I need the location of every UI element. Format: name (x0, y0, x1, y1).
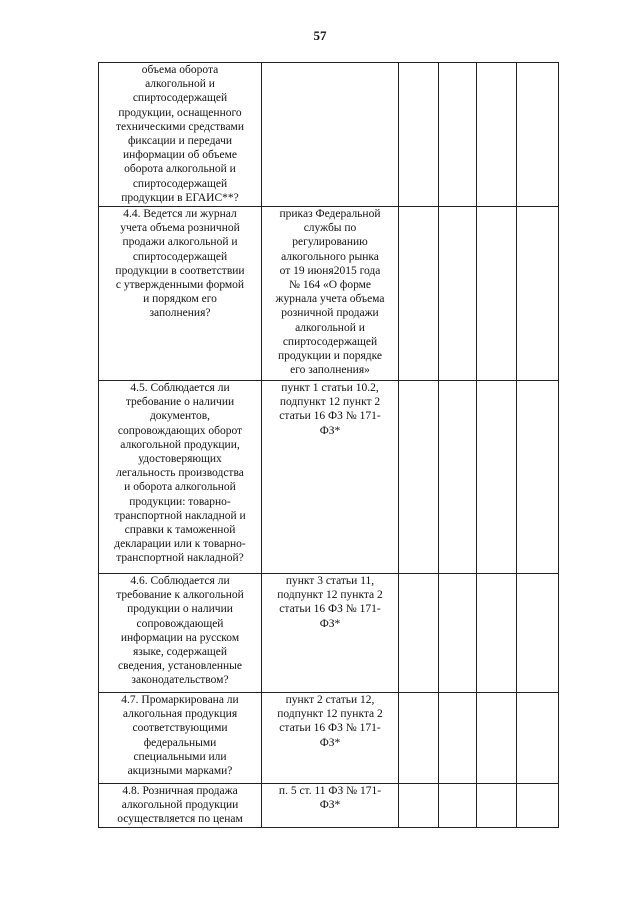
legal-basis-cell (262, 63, 399, 207)
question-line: документов, (149, 410, 211, 423)
basis-line: подпункт 12 пункта 2 (277, 708, 383, 721)
basis-line: от 19 июня2015 года (279, 264, 381, 277)
answer-cell-no[interactable] (439, 381, 477, 574)
basis-line: спиртосодержащей (282, 335, 378, 348)
question-line: сопровождающих оборот (117, 424, 243, 437)
question-line: сведения, установленные (117, 660, 242, 673)
answer-cell-notes[interactable] (517, 784, 559, 828)
question-line: алкогольной и (145, 78, 215, 91)
basis-line: статьи 16 ФЗ № 171- (279, 410, 381, 423)
question-line: и порядком его (143, 293, 217, 306)
answer-cell-not-applicable[interactable] (477, 784, 517, 828)
answer-cell-notes[interactable] (517, 381, 559, 574)
question-cell (99, 784, 262, 828)
question-line: продажи алкогольной и (122, 236, 238, 249)
basis-line: № 164 «О форме (288, 279, 372, 292)
answer-cell-notes[interactable] (517, 207, 559, 381)
question-line: сопровождающей (136, 617, 224, 630)
basis-line: продукции и порядке (277, 350, 383, 363)
answer-cell-no[interactable] (439, 207, 477, 381)
question-line: требование о наличии (125, 396, 235, 409)
question-line: и оборота алкогольной (124, 481, 236, 494)
question-line: федеральными (143, 736, 217, 749)
question-line: продукции о наличии (127, 603, 233, 616)
basis-line: статьи 16 ФЗ № 171- (279, 603, 381, 616)
answer-cell-yes[interactable] (399, 381, 439, 574)
legal-basis-cell (262, 381, 399, 574)
answer-cell-not-applicable[interactable] (477, 381, 517, 574)
basis-line: алкогольного рынка (281, 250, 379, 263)
question-line: 4.8. Розничная продажа (122, 785, 238, 797)
question-line: легальность производства (116, 467, 244, 480)
answer-cell-yes[interactable] (399, 574, 439, 693)
question-cell (99, 63, 262, 207)
question-line: продукции, оснащенного (118, 106, 242, 119)
question-line: алкогольной продукции, (120, 438, 240, 451)
basis-line: алкогольной и (295, 321, 365, 334)
question-line: с утвержденными формой (115, 279, 245, 292)
question-line: фиксации и передачи (127, 135, 233, 148)
question-line: справки к таможенной (124, 524, 236, 537)
question-line: спиртосодержащей (132, 92, 228, 105)
answer-cell-yes[interactable] (399, 693, 439, 784)
basis-line: п. 5 ст. 11 ФЗ № 171- (278, 785, 382, 797)
question-line: законодательством? (131, 674, 229, 687)
page-number: 57 (313, 28, 327, 43)
basis-line: пункт 1 статьи 10.2, (281, 382, 379, 394)
answer-cell-no[interactable] (439, 574, 477, 693)
question-line: удостоверяющих (138, 453, 222, 466)
basis-line: ФЗ* (319, 799, 341, 812)
answer-cell-not-applicable[interactable] (477, 693, 517, 784)
basis-line: ФЗ* (319, 736, 341, 749)
basis-line: журнала учета объема (275, 293, 385, 306)
basis-line: розничной продажи (281, 307, 379, 320)
basis-line: подпункт 12 пункта 2 (277, 589, 383, 602)
basis-line: подпункт 12 пункт 2 (279, 396, 381, 409)
question-line: специальными или (133, 750, 227, 763)
question-line: 4.7. Промаркирована ли (121, 694, 239, 706)
answer-cell-not-applicable[interactable] (477, 574, 517, 693)
question-line: 4.6. Соблюдается ли (130, 575, 230, 587)
question-line: 4.5. Соблюдается ли (130, 382, 230, 394)
question-line: спиртосодержащей (132, 177, 228, 190)
legal-basis-cell (262, 574, 399, 693)
answer-cell-yes[interactable] (399, 63, 439, 207)
basis-line: пункт 2 статьи 12, (285, 694, 375, 706)
table-row (99, 207, 559, 381)
legal-basis-cell (262, 784, 399, 828)
question-line: алкогольная продукция (122, 708, 238, 721)
question-line: техническими средствами (116, 120, 244, 133)
question-line: декларации или к товарно- (114, 538, 246, 551)
question-line: оборота алкогольной и (124, 163, 236, 176)
table-row (99, 574, 559, 693)
answer-cell-no[interactable] (439, 63, 477, 207)
question-line: осуществляется по ценам (117, 813, 243, 826)
answer-cell-no[interactable] (439, 784, 477, 828)
basis-line: ФЗ* (319, 424, 341, 437)
question-cell (99, 693, 262, 784)
table-row (99, 381, 559, 574)
question-line: соответствующими (132, 722, 228, 735)
answer-cell-not-applicable[interactable] (477, 207, 517, 381)
answer-cell-notes[interactable] (517, 693, 559, 784)
question-line: транспортной накладной? (116, 552, 244, 565)
legal-basis-cell (262, 693, 399, 784)
checklist-table (98, 62, 559, 828)
question-line: языке, содержащей (132, 646, 228, 659)
answer-cell-no[interactable] (439, 693, 477, 784)
table-row (99, 63, 559, 207)
question-line: требование к алкогольной (116, 589, 244, 602)
basis-line: статьи 16 ФЗ № 171- (279, 722, 381, 735)
basis-line: приказ Федеральной (279, 208, 381, 220)
basis-line: пункт 3 статьи 11, (285, 575, 375, 587)
question-line: продукции: товарно- (129, 495, 231, 508)
question-line: 4.4. Ведется ли журнал (123, 208, 237, 220)
question-cell (99, 574, 262, 693)
question-line: заполнения? (149, 307, 211, 320)
table-row (99, 693, 559, 784)
legal-basis-cell (262, 207, 399, 381)
table-row (99, 784, 559, 828)
answer-cell-notes[interactable] (517, 63, 559, 207)
question-cell (99, 381, 262, 574)
answer-cell-not-applicable[interactable] (477, 63, 517, 207)
question-line: акцизными марками? (127, 765, 233, 778)
question-line: алкогольной продукции (121, 799, 239, 812)
question-line: объема оборота (141, 64, 219, 76)
question-line: продукции в соответствии (115, 264, 245, 277)
answer-cell-yes[interactable] (399, 784, 439, 828)
basis-line: службы по (303, 222, 357, 235)
basis-line: его заполнения» (290, 364, 370, 377)
question-line: учета объема розничной (120, 222, 240, 235)
checklist-table-body (99, 63, 559, 828)
basis-line: ФЗ* (319, 617, 341, 630)
question-line: информации на русском (120, 631, 240, 644)
answer-cell-notes[interactable] (517, 574, 559, 693)
question-line: спиртосодержащей (132, 250, 228, 263)
answer-cell-yes[interactable] (399, 207, 439, 381)
question-line: продукции в ЕГАИС**? (121, 191, 239, 204)
question-line: информации об объеме (123, 149, 237, 162)
question-line: транспортной накладной и (114, 509, 246, 522)
question-cell (99, 207, 262, 381)
basis-line: регулированию (292, 236, 368, 249)
